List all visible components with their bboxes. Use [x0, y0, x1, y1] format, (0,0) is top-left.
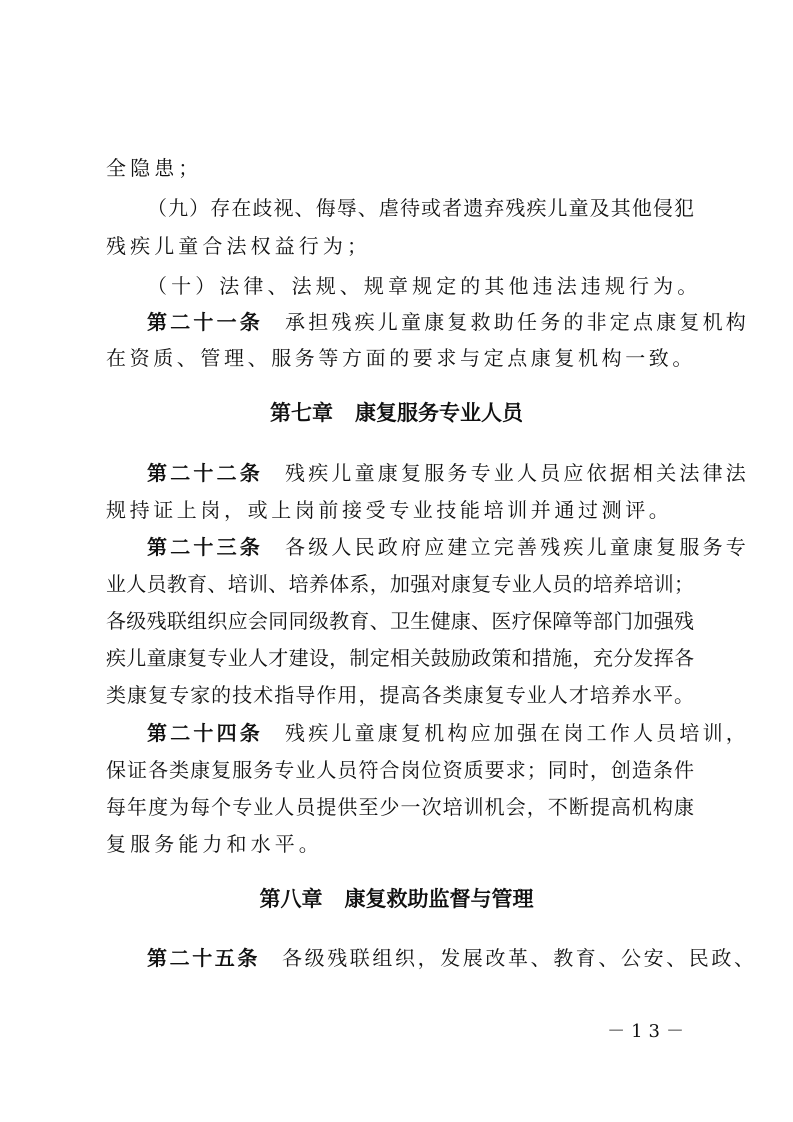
text-line: 类康复专家的技术指导作用，提高各类康复专业人才培养水平。 [106, 683, 694, 707]
article-25 [147, 946, 757, 970]
article-label: 第二十五条 [147, 946, 260, 970]
article-21 [147, 310, 749, 334]
text-line: 每年度为每个专业人员提供至少一次培训机会，不断提高机构康 [106, 795, 694, 819]
article-text: 承担残疾儿童康复救助任务的非定点康复机构 [285, 310, 749, 334]
chapter-number: 第八章 [259, 887, 323, 911]
text-line: 在资质、管理、服务等方面的要求与定点康复机构一致。 [106, 346, 696, 370]
text-line: 各级残联组织应会同同级教育、卫生健康、医疗保障等部门加强残 [106, 609, 694, 633]
text-line: 疾儿童康复专业人才建设，制定相关鼓励政策和措施，充分发挥各 [106, 646, 694, 670]
chapter-8-heading [0, 886, 793, 912]
article-label: 第二十一条 [147, 310, 263, 334]
chapter-title: 康复服务专业人员 [355, 401, 523, 425]
article-text: 各级残联组织，发展改革、教育、公安、民政、 [282, 946, 757, 970]
text-line: 全隐患； [106, 156, 203, 180]
chapter-number: 第七章 [270, 401, 333, 425]
text-line: 保证各类康复服务专业人员符合岗位资质要求；同时，创造条件 [106, 758, 694, 782]
article-text: 残疾儿童康复机构应加强在岗工作人员培训， [285, 721, 749, 745]
article-text: 残疾儿童康复服务专业人员应依据相关法律法 [285, 461, 749, 485]
text-line: 业人员教育、培训、培养体系，加强对康复专业人员的培养培训； [106, 572, 694, 596]
text-line: 复服务能力和水平。 [106, 832, 323, 856]
chapter-7-heading [0, 400, 793, 426]
article-label: 第二十二条 [147, 461, 263, 485]
article-label: 第二十四条 [147, 721, 263, 745]
article-24 [147, 721, 749, 745]
article-23 [147, 535, 749, 559]
text-line: 残疾儿童合法权益行为； [106, 234, 372, 258]
chapter-title: 康复救助监督与管理 [344, 887, 534, 911]
article-22 [147, 461, 749, 485]
page-number: －13－ [607, 1021, 690, 1042]
article-text: 各级人民政府应建立完善残疾儿童康复服务专 [285, 535, 749, 559]
text-line: 规持证上岗，或上岗前接受专业技能培训并通过测评。 [106, 498, 673, 522]
text-line: （十）法律、法规、规章规定的其他违法违规行为。 [147, 274, 702, 298]
article-label: 第二十三条 [147, 535, 263, 559]
text-line: （九）存在歧视、侮辱、虐待或者遗弃残疾儿童及其他侵犯 [147, 196, 694, 220]
